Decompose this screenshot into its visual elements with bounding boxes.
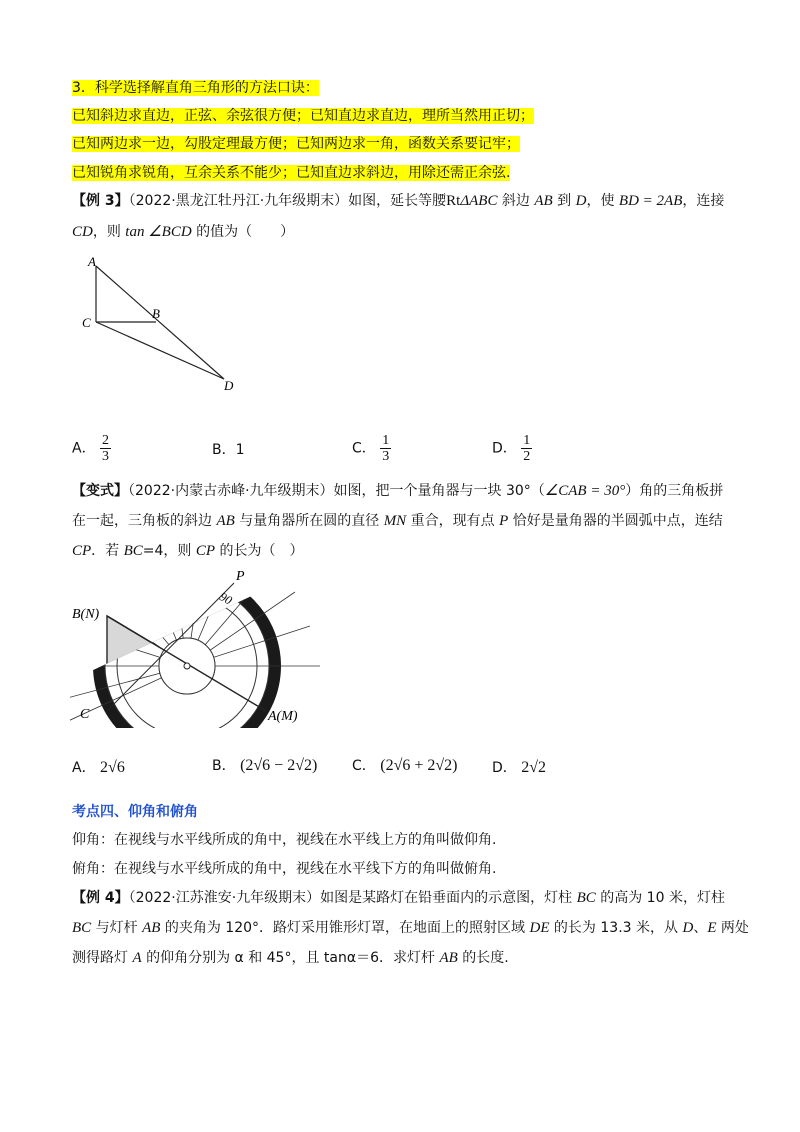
example4-line-2: BC 与灯杆 AB 的夹角为 120°．路灯采用锥形灯罩，在地面上的照射区域 DE 的长为 13.3 米，从 D、E 两处 [72,920,749,936]
label-ninety: 90 [217,589,235,608]
variant-line-2: 在一起，三角板的斜边 AB 与量角器所在圆的直径 MN 重合，现有点 P 恰好是量角器的半圆弧中点，连结 [72,513,723,529]
example3-option-d[interactable]: D． $\frac{1}{2}$ [492,433,531,464]
variant-line-3: CP．若 BC=4，则 CP 的长为（ ） [72,543,304,559]
example3-option-b[interactable]: B．1 [212,442,245,458]
example3-figure [78,252,248,397]
example3-option-a[interactable]: A． $\frac{2}{3}$ [72,433,110,464]
protractor-figure [70,566,320,728]
label-b: B [152,306,160,321]
label-c: C [82,315,91,330]
method-line-2: 已知两边求一边，勾股定理最方便；已知两边求一角，函数关系要记牢； [72,136,520,152]
example3-option-c[interactable]: C． $\frac{1}{3}$ [352,433,390,464]
variant-option-c[interactable]: C． (2√6 + 2√2) [352,757,458,774]
method-line-3: 已知锐角求锐角，互余关系不能少；已知直边求斜边，用除还需正余弦. [72,165,511,181]
segment-cd [96,322,224,379]
label-p: P [236,569,245,584]
example3-line-1: 【例 3】（2022·黑龙江牡丹江·九年级期末）如图，延长等腰RtΔABC 斜边 AB 到 D，使 BD = 2AB，连接 [72,193,725,209]
elevation-definition: 仰角：在视线与水平线所成的角中，视线在水平线上方的角叫做仰角. [72,832,497,848]
variant-line-1: 【变式】（2022·内蒙古赤峰·九年级期末）如图，把一个量角器与一块 30°（∠CAB = 30°）角的三角板拼 [72,483,724,499]
label-d: D [224,378,234,393]
depression-definition: 俯角：在视线与水平线所成的角中，视线在水平线下方的角叫做俯角. [72,861,497,877]
label-am: A(M) [268,709,298,724]
protractor-center [184,663,190,669]
method-title: 3．科学选择解直角三角形的方法口诀： [72,80,319,96]
example4-line-1: 【例 4】（2022·江苏淮安·九年级期末）如图是某路灯在铅垂面内的示意图，灯柱 BC 的高为 10 米，灯柱 [72,890,725,906]
method-line-1: 已知斜边求直边，正弦、余弦很方便；已知直边求直边，理所当然用正切； [72,108,534,124]
section4-title: 考点四、仰角和俯角 [72,804,198,820]
variant-option-b[interactable]: B． (2√6 − 2√2) [212,757,318,774]
label-a: A [88,254,96,269]
variant-option-a[interactable]: A． 2√6 [72,759,125,776]
label-bn: B(N) [72,607,100,622]
variant-option-d[interactable]: D． 2√2 [492,759,547,776]
label-c: C [80,707,90,722]
example3-line-2: CD，则 tan ∠BCD 的值为（ ） [72,224,295,240]
example4-line-3: 测得路灯 A 的仰角分别为 α 和 45°，且 tanα＝6．求灯杆 AB 的长度. [72,950,509,966]
